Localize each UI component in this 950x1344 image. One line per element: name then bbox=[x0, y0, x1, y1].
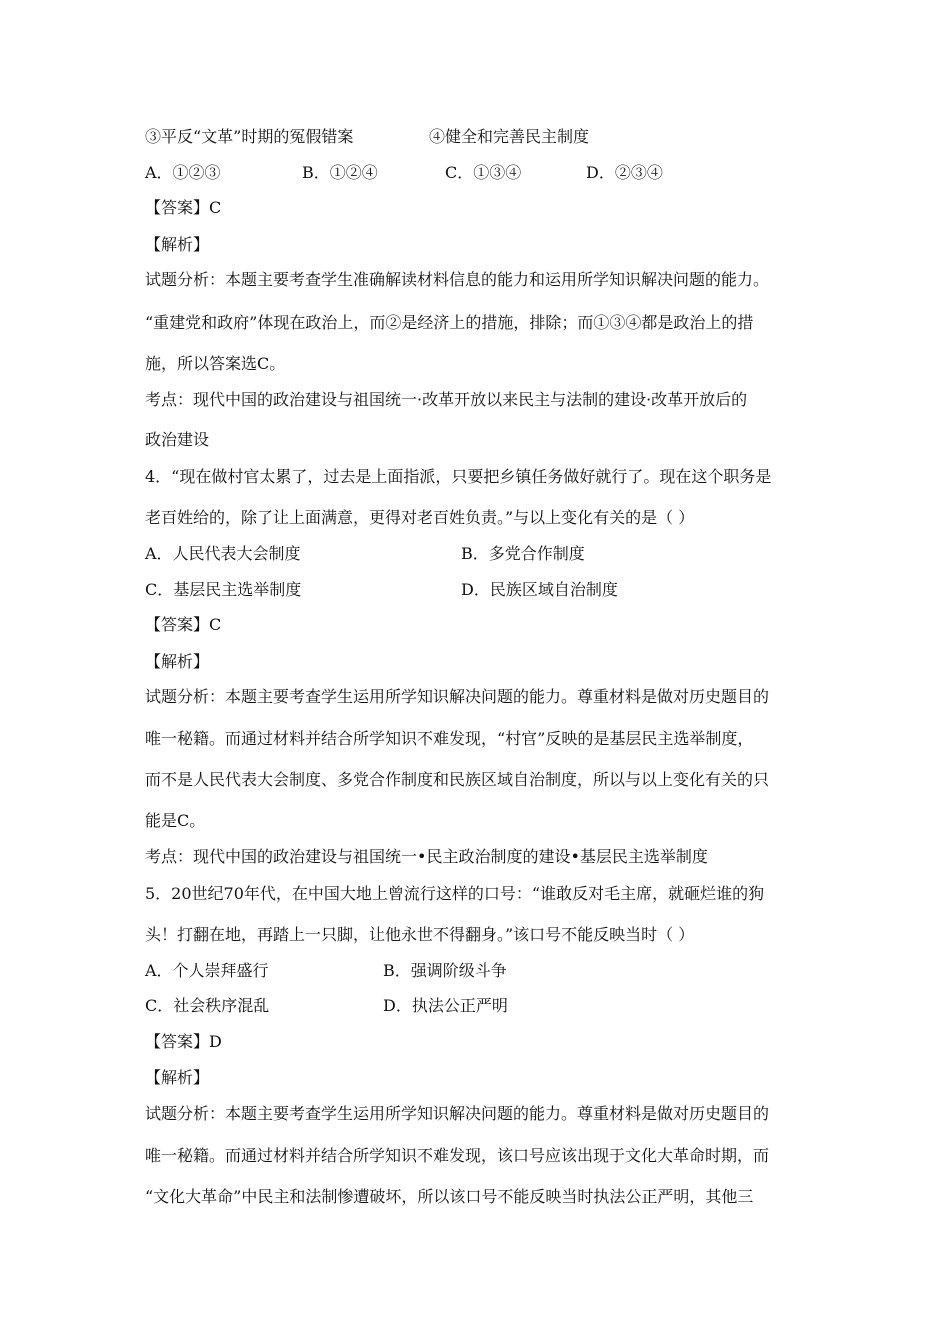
q3-answer: 【答案】C bbox=[145, 198, 222, 217]
q3-analysis-line-1: 试题分析：本题主要考查学生准确解读材料信息的能力和运用所学知识解决问题的能力。 bbox=[145, 270, 770, 289]
q5-analysis-line-2: 唯一秘籍。而通过材料并结合所学知识不难发现，该口号应该出现于文化大革命时期，而 bbox=[145, 1146, 770, 1165]
q4-option-d: D．民族区域自治制度 bbox=[461, 580, 618, 599]
q4-analysis-line-4: 能是C。 bbox=[145, 811, 206, 830]
q4-analysis-line-3: 而不是人民代表大会制度、多党合作制度和民族区域自治制度，所以与以上变化有关的只 bbox=[145, 770, 770, 789]
q4-option-a: A．人民代表大会制度 bbox=[145, 544, 301, 563]
q5-answer: 【答案】D bbox=[145, 1032, 222, 1051]
q4-stem-line-2: 老百姓给的，除了让上面满意，更得对老百姓负责。”与以上变化有关的是（ ） bbox=[145, 508, 695, 527]
q5-option-b: B．强调阶级斗争 bbox=[383, 961, 507, 980]
q3-analysis-label: 【解析】 bbox=[145, 235, 210, 254]
q4-answer: 【答案】C bbox=[145, 615, 222, 634]
q5-stem-line-2: 头！打翻在地，再踏上一只脚，让他永世不得翻身。”该口号不能反映当时（ ） bbox=[145, 925, 695, 944]
q3-item-3: ③平反“文革”时期的冤假错案 bbox=[145, 127, 354, 146]
q5-analysis-line-1: 试题分析：本题主要考查学生运用所学知识解决问题的能力。尊重材料是做对历史题目的 bbox=[145, 1104, 770, 1123]
q3-option-b: B．①②④ bbox=[302, 163, 378, 182]
q3-item-4: ④健全和完善民主制度 bbox=[429, 127, 590, 146]
q4-kaodian: 考点：现代中国的政治建设与祖国统一•民主政治制度的建设•基层民主选举制度 bbox=[145, 847, 708, 866]
q4-analysis-line-2: 唯一秘籍。而通过材料并结合所学知识不难发现，“村官”反映的是基层民主选举制度， bbox=[145, 729, 754, 748]
q4-analysis-label: 【解析】 bbox=[145, 652, 210, 671]
q3-option-a: A．①②③ bbox=[145, 163, 221, 182]
q4-option-c: C．基层民主选举制度 bbox=[145, 580, 302, 599]
q5-option-c: C．社会秩序混乱 bbox=[145, 996, 270, 1015]
q4-stem-line-1: 4．“现在做村官太累了，过去是上面指派，只要把乡镇任务做好就行了。现在这个职务是 bbox=[145, 467, 772, 486]
q3-option-d: D．②③④ bbox=[586, 163, 663, 182]
q5-stem-line-1: 5．20世纪70年代，在中国大地上曾流行这样的口号：“谁敢反对毛主席，就砸烂谁的狗 bbox=[145, 884, 765, 903]
q5-analysis-line-3: “文化大革命”中民主和法制惨遭破坏，所以该口号不能反映当时执法公正严明，其他三 bbox=[145, 1187, 754, 1206]
q3-analysis-line-3: 施，所以答案选C。 bbox=[145, 354, 286, 373]
q4-analysis-line-1: 试题分析：本题主要考查学生运用所学知识解决问题的能力。尊重材料是做对历史题目的 bbox=[145, 687, 770, 706]
q5-option-d: D．执法公正严明 bbox=[383, 996, 508, 1015]
q5-option-a: A．个人崇拜盛行 bbox=[145, 961, 269, 980]
q3-option-c: C．①③④ bbox=[445, 163, 522, 182]
q3-analysis-line-2: “重建党和政府”体现在政治上，而②是经济上的措施，排除；而①③④都是政治上的措 bbox=[145, 313, 754, 332]
q3-kaodian-line-2: 政治建设 bbox=[145, 430, 210, 449]
q4-option-b: B．多党合作制度 bbox=[461, 544, 585, 563]
q3-kaodian-line-1: 考点：现代中国的政治建设与祖国统一·改革开放以来民主与法制的建设·改革开放后的 bbox=[145, 390, 748, 409]
q5-analysis-label: 【解析】 bbox=[145, 1068, 210, 1087]
